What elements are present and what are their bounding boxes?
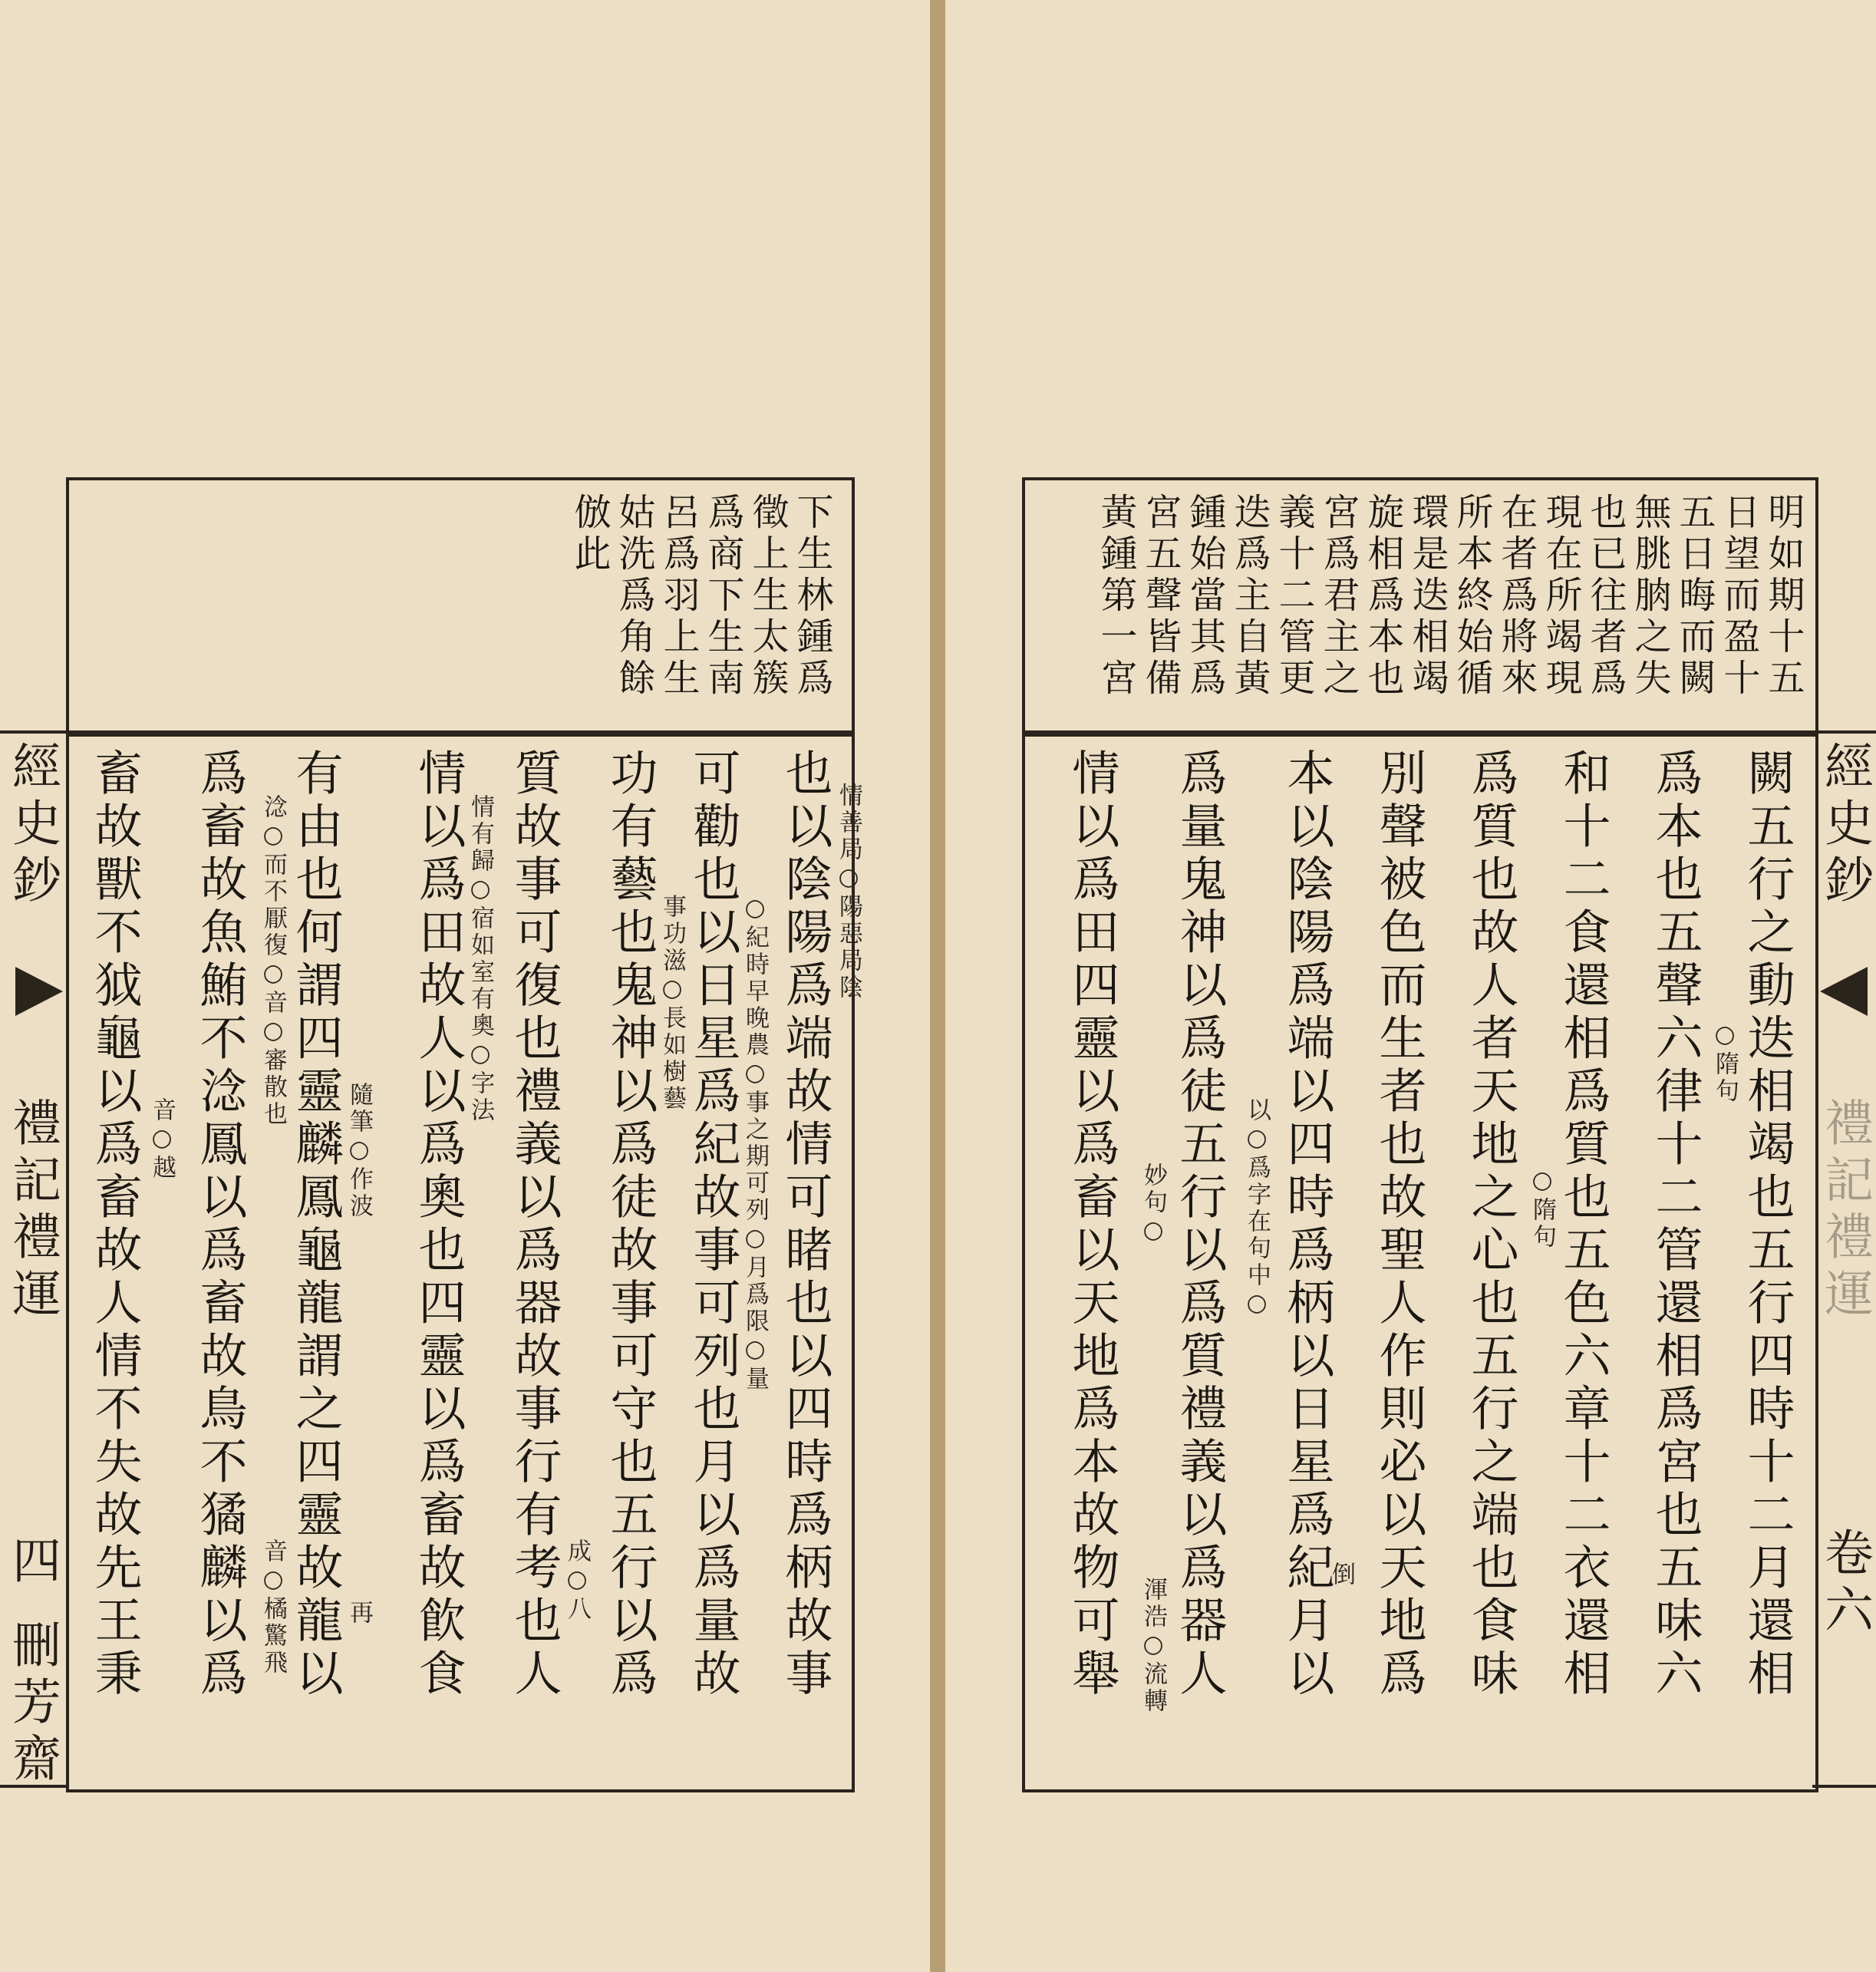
right-page — [945, 0, 1876, 1972]
interlinear-note: 情有歸○宿如室有奧○字法 — [467, 794, 494, 1124]
headnote-column: 無朓朒之失 — [1628, 493, 1671, 700]
headnote-column: 倣此 — [568, 493, 611, 575]
main-text-column: 情以爲田故人以爲奧也四靈以爲畜故飮食 — [410, 748, 467, 1701]
main-text-column: 爲量鬼神以爲徒五行以爲質禮義以爲器人 — [1172, 748, 1228, 1701]
headnote-column: 宮五聲皆備 — [1139, 493, 1182, 700]
main-text-column: 爲畜故魚鮪不淰鳳以爲畜故鳥不獝麟以爲 — [192, 748, 248, 1701]
margin-rule — [1812, 1785, 1876, 1788]
headnote-column: 環是迭相竭 — [1406, 493, 1449, 700]
interlinear-note: 以○爲字在句中○ — [1243, 1097, 1271, 1320]
main-text-column: 本以陰陽爲端以四時爲柄以日星爲紀月以 — [1279, 748, 1335, 1701]
margin-title: 經史鈔 — [4, 740, 61, 911]
headnote-column: 下生林鍾爲 — [790, 493, 833, 700]
headnote-column: 現在所竭現 — [1539, 493, 1582, 700]
headnote-column: 所本終始循 — [1450, 493, 1493, 700]
headnote-column: 五日晦而闕 — [1673, 493, 1716, 700]
main-text-column: 闕五行之動迭相竭也五行四時十二月還相 — [1739, 748, 1795, 1701]
headnote-column: 旋相爲本也 — [1361, 493, 1404, 700]
interlinear-note: 事功滋○長如樹藝 — [658, 894, 686, 1113]
main-text-column: 爲質也故人者天地之心也五行之端也食味 — [1463, 748, 1519, 1701]
main-text-column: 和十二食還相爲質也五色六章十二衣還相 — [1555, 748, 1611, 1701]
main-text-column: 也以陰陽爲端故情可睹也以四時爲柄故事 — [777, 748, 833, 1701]
headnote-column: 鍾始當其爲 — [1183, 493, 1226, 700]
margin-title: 經史鈔 — [1816, 740, 1873, 911]
margin-publisher: 刪芳齋 — [4, 1619, 61, 1789]
main-text-column: 別聲被色而生者也故聖人作則必以天地爲 — [1371, 748, 1427, 1701]
interlinear-note: 再 — [345, 1600, 373, 1627]
headnote-column: 迭爲主自黃 — [1228, 493, 1271, 700]
main-text-column: 可勸也以日星爲紀故事可列也月以爲量故 — [685, 748, 741, 1701]
interlinear-note: 音○橘驚飛 — [259, 1538, 287, 1677]
interlinear-note: 倒 — [1327, 1561, 1355, 1588]
interlinear-note: 妙句○ — [1139, 1162, 1167, 1247]
fishtail-mark — [15, 967, 63, 1016]
margin-number: 四 — [4, 1535, 61, 1591]
margin-rule — [1812, 730, 1876, 734]
main-text-column: 有由也何謂四靈麟鳳龜龍謂之四靈故龍以 — [288, 748, 344, 1701]
interlinear-note: 成○八 — [563, 1538, 591, 1623]
margin-rule — [0, 730, 66, 734]
margin-chapter: 禮記禮運 — [1816, 1097, 1873, 1324]
headnote-column: 姑洗爲角餘 — [612, 493, 655, 700]
left-page — [0, 0, 930, 1972]
headnote-column: 日望而盈十 — [1717, 493, 1760, 700]
headnote-column: 宮爲君主之 — [1317, 493, 1360, 700]
interlinear-note: 渾浩○流轉 — [1139, 1577, 1167, 1715]
headnote-column: 呂爲羽上生 — [657, 493, 700, 700]
margin-chapter: 禮記禮運 — [4, 1097, 61, 1324]
interlinear-note: 音○越 — [148, 1097, 176, 1182]
main-text-column: 畜故獸不狘龜以爲畜故人情不失故先王秉 — [87, 748, 143, 1701]
interlinear-note: ○隋句 — [1528, 1166, 1556, 1251]
main-text-column: 功有藝也鬼神以爲徒故事可守也五行以爲 — [602, 748, 658, 1701]
interlinear-note: 淰○而不厭復○音○審散也 — [259, 794, 287, 1128]
main-text-column: 情以爲田四靈以爲畜以天地爲本故物可舉 — [1064, 748, 1120, 1701]
headnote-column: 黃鍾第一宮 — [1094, 493, 1137, 700]
binding-gutter — [930, 0, 945, 1972]
fishtail-mark — [1820, 967, 1868, 1016]
headnote-column: 明如期十五 — [1762, 493, 1805, 700]
headnote-column: 在者爲將來 — [1495, 493, 1538, 700]
interlinear-note: ○紀時早晚農○事之期可列○月爲限○量 — [741, 894, 769, 1393]
headnote-column: 徵上生太簇 — [746, 493, 789, 700]
interlinear-note: 隨筆○作波 — [345, 1082, 373, 1220]
interlinear-note: ○隋句 — [1711, 1021, 1739, 1105]
headnote-column: 義十二管更 — [1272, 493, 1315, 700]
interlinear-note: 情善局○陽惡局陰 — [835, 783, 862, 1001]
main-text-column: 質故事可復也禮義以爲器故事行有考也人 — [506, 748, 562, 1701]
main-text-column: 爲本也五聲六律十二管還相爲宮也五味六 — [1647, 748, 1703, 1701]
margin-volume: 卷六 — [1816, 1527, 1873, 1641]
headnote-column: 也已往者爲 — [1584, 493, 1627, 700]
headnote-column: 爲商下生南 — [701, 493, 744, 700]
